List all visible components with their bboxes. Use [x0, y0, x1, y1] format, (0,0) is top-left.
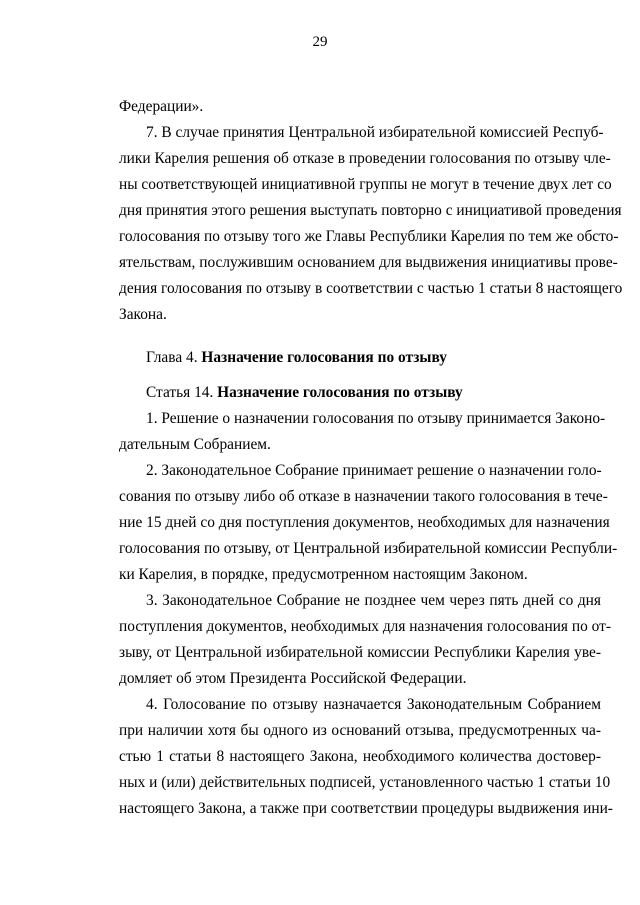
text-line: ны соответствующей инициативной группы не могут в течение двух лет со — [119, 176, 612, 193]
text-line: Федерации». — [119, 98, 204, 115]
article-heading — [119, 380, 601, 406]
text-line: настоящего Закона, а также при соответствии процедуры выдвижения ини- — [119, 800, 613, 817]
clause-3 — [119, 588, 611, 692]
text-line: ки Карелия, в порядке, предусмотренном настоящим Законом. — [119, 566, 528, 583]
text-line: голосования по отзыву, от Центральной избирательной комиссии Республи- — [119, 540, 618, 557]
text-line: стью 1 статьи 8 настоящего Закона, необходимого количества достовер- — [119, 748, 601, 765]
paragraph-7 — [119, 120, 623, 328]
text-line: ние 15 дней со дня поступления документов, необходимых для назначения — [119, 514, 610, 531]
text-line: 4. Голосование по отзыву назначается Законодательным Собранием — [146, 696, 601, 713]
text-line: 2. Законодательное Собрание принимает решение о назначении голо- — [146, 462, 602, 479]
chapter-heading — [119, 345, 601, 371]
page-number: 29 — [312, 34, 328, 50]
chapter-prefix: Глава 4. — [146, 349, 202, 366]
article-prefix: Статья 14. — [146, 384, 218, 401]
text-line: дня принятия этого решения выступать повторно с инициативой проведения — [119, 202, 622, 219]
text-line: при наличии хотя бы одного из оснований отзыва, предусмотренных ча- — [119, 722, 601, 739]
text-line: 7. В случае принятия Центральной избирательной комиссией Респуб- — [146, 124, 604, 141]
text-line: 1. Решение о назначении голосования по отзыву принимается Законо- — [146, 410, 606, 427]
text-line: зыву, от Центральной избирательной комиссии Республики Карелия уве- — [119, 644, 601, 661]
clause-4 — [119, 692, 613, 822]
article-title: Назначение голосования по отзыву — [217, 384, 463, 401]
text-line: поступления документов, необходимых для назначения голосования по от- — [119, 618, 611, 635]
text-line: голосования по отзыву того же Главы Республики Карелия по тем же обсто- — [119, 228, 619, 245]
text-line: дения голосования по отзыву в соответствии с частью 1 статьи 8 настоящего — [119, 280, 623, 297]
text-line: Закона. — [119, 306, 167, 323]
text-line: ятельствам, послужившим основанием для выдвижения инициативы прове- — [119, 254, 618, 271]
chapter-title: Назначение голосования по отзыву — [201, 349, 447, 366]
clause-2 — [119, 458, 618, 588]
document-body — [119, 94, 623, 822]
text-line: домляет об этом Президента Российской Федерации. — [119, 670, 467, 687]
text-line: ных и (или) действительных подписей, установленного частью 1 статьи 10 — [119, 774, 611, 791]
text-line: дательным Собранием. — [119, 436, 271, 453]
text-line: лики Карелия решения об отказе в проведении голосования по отзыву чле- — [119, 150, 611, 167]
text-line: сования по отзыву либо об отказе в назначении такого голосования в тече- — [119, 488, 608, 505]
text-line: 3. Законодательное Собрание не позднее чем через пять дней со дня — [146, 592, 601, 609]
clause-1 — [119, 406, 606, 458]
